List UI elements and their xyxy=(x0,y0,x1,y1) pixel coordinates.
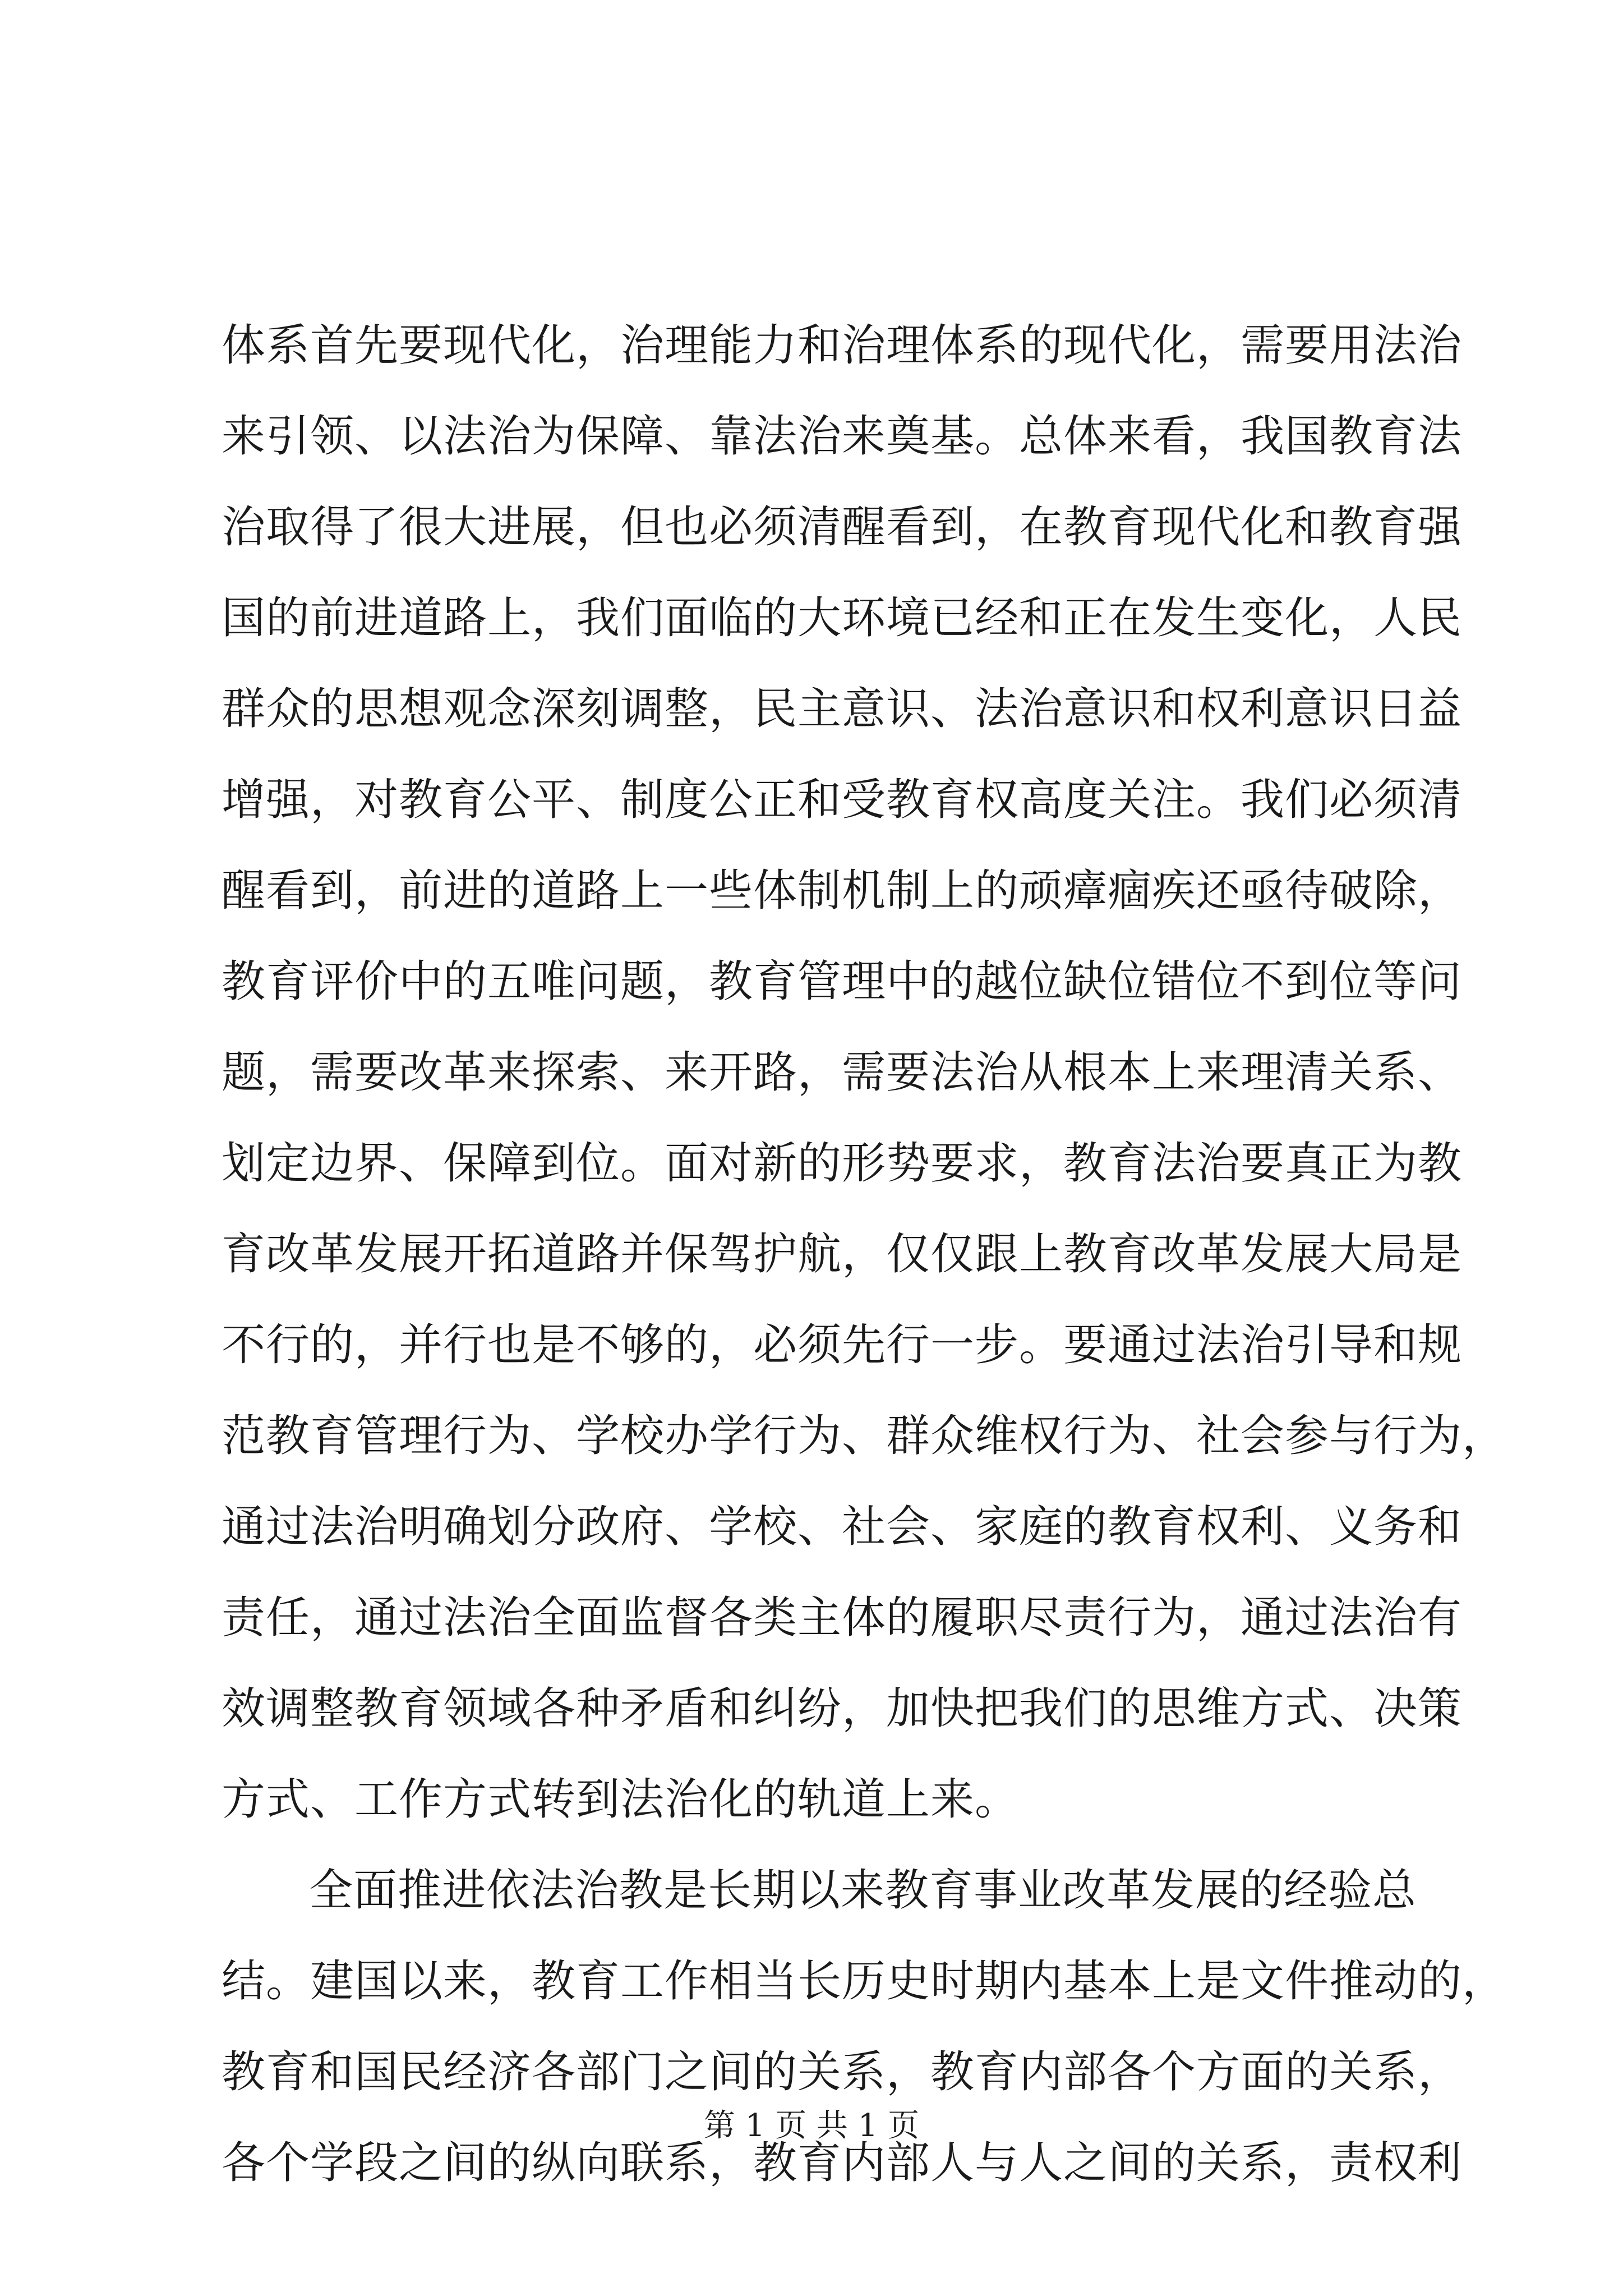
text-line: 结。建国以来，教育工作相当长历史时期内基本上是文件推动的， xyxy=(222,1956,1507,2007)
text-line: 治取得了很大进展，但也必须清醒看到，在教育现代化和教育强 xyxy=(222,502,1463,553)
paragraph-1 xyxy=(222,300,1507,1845)
text-line: 题，需要改革来探索、来开路，需要法治从根本上来理清关系、 xyxy=(222,1047,1463,1098)
text-line: 醒看到，前进的道路上一些体制机制上的顽瘴痼疾还亟待破除， xyxy=(222,866,1463,916)
document-body xyxy=(222,300,1507,2208)
text-line: 体系首先要现代化，治理能力和治理体系的现代化，需要用法治 xyxy=(222,320,1463,371)
text-line: 来引领、以法治为保障、靠法治来奠基。总体来看，我国教育法 xyxy=(222,411,1463,462)
text-line: 增强，对教育公平、制度公正和受教育权高度关注。我们必须清 xyxy=(222,775,1463,825)
text-line: 不行的，并行也是不够的，必须先行一步。要通过法治引导和规 xyxy=(222,1320,1463,1370)
text-line: 全面推进依法治教是长期以来教育事业改革发展的经验总 xyxy=(309,1865,1417,1916)
text-line: 范教育管理行为、学校办学行为、群众维权行为、社会参与行为， xyxy=(222,1411,1507,1461)
text-line: 通过法治明确划分政府、学校、社会、家庭的教育权利、义务和 xyxy=(222,1502,1463,1552)
text-line: 群众的思想观念深刻调整，民主意识、法治意识和权利意识日益 xyxy=(222,684,1463,734)
text-line: 责任，通过法治全面监督各类主体的履职尽责行为，通过法治有 xyxy=(222,1593,1463,1643)
text-line: 育改革发展开拓道路并保驾护航，仅仅跟上教育改革发展大局是 xyxy=(222,1229,1463,1280)
text-line: 划定边界、保障到位。面对新的形势要求，教育法治要真正为教 xyxy=(222,1138,1463,1189)
paragraph-2 xyxy=(222,1845,1507,2208)
text-line: 效调整教育领域各种矛盾和纠纷，加快把我们的思维方式、决策 xyxy=(222,1683,1463,1734)
text-line: 方式、工作方式转到法治化的轨道上来。 xyxy=(222,1774,1020,1825)
text-line: 国的前进道路上，我们面临的大环境已经和正在发生变化，人民 xyxy=(222,593,1463,643)
page-number-footer: 第 1 页 共 1 页 xyxy=(703,2108,920,2144)
text-line: 各个学段之间的纵向联系，教育内部人与人之间的关系，责权利 xyxy=(222,2138,1463,2188)
text-line: 教育和国民经济各部门之间的关系，教育内部各个方面的关系， xyxy=(222,2047,1463,2097)
text-line: 教育评价中的五唯问题，教育管理中的越位缺位错位不到位等问 xyxy=(222,956,1463,1007)
